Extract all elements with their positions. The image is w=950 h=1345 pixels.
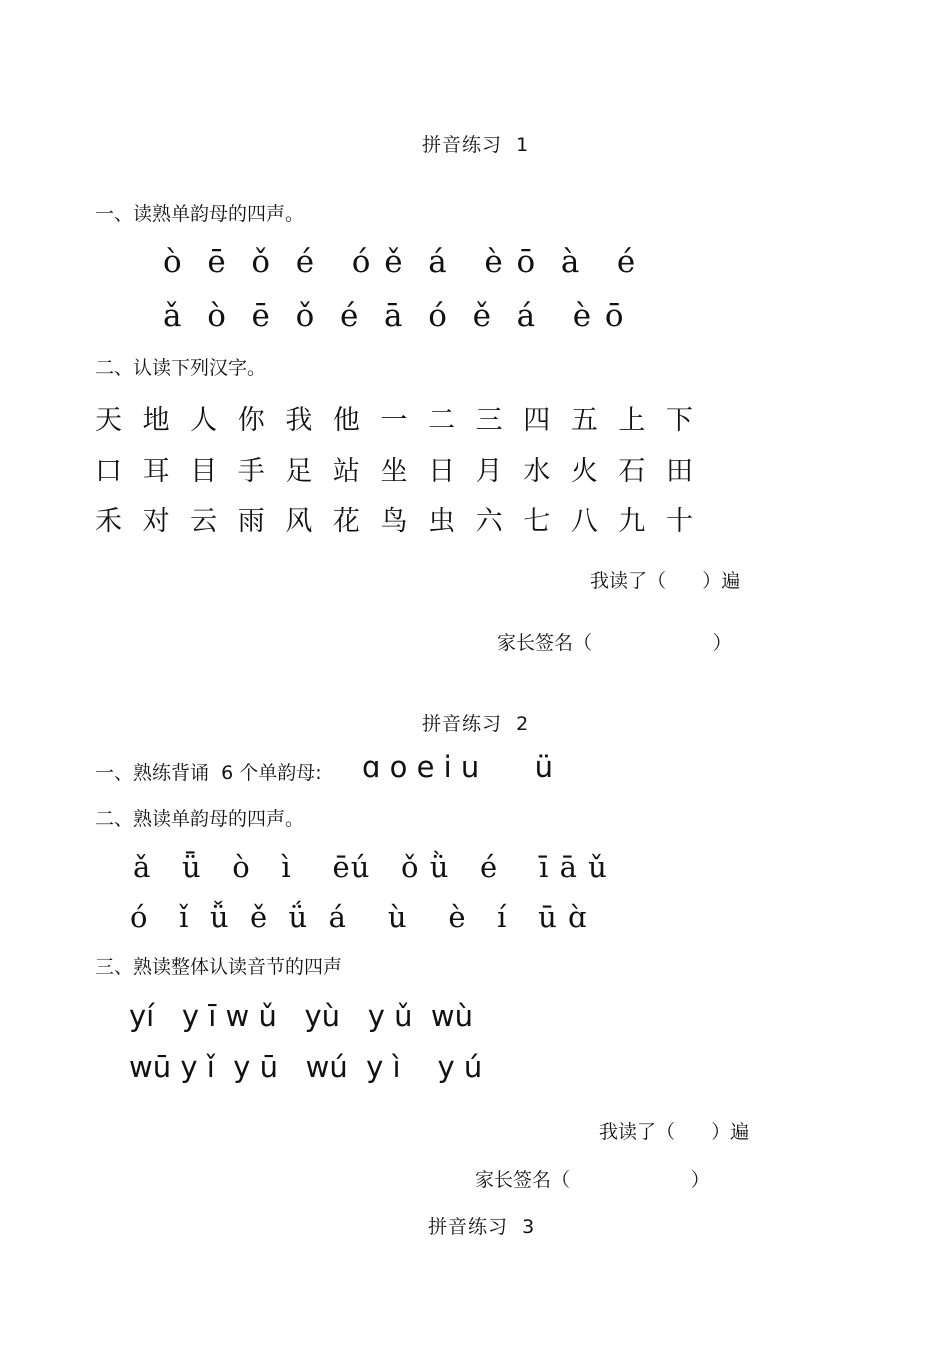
section2-syllables-row-1: yí y ī w ǔ yù y ǔ wù [129,999,473,1033]
section1-parent-signature: 家长签名（ ） [497,632,732,654]
section1-pinyin-row-1: ò ē ǒ é ó ě á è ō à é [163,244,638,280]
section1-read-times: 我读了（ ）遍 [590,570,741,592]
section1-heading-hanzi: 二、认读下列汉字。 [95,357,267,379]
section1-hanzi-row-1: 天 地 人 你 我 他 一 二 三 四 五 上 下 [95,405,699,436]
section1-hanzi-row-2: 口 耳 目 手 足 站 坐 日 月 水 火 石 田 [95,456,699,487]
section2-heading-tones: 二、熟读单韵母的四声。 [95,808,305,830]
section2-read-times: 我读了（ ）遍 [599,1121,750,1143]
section3-title: 拼音练习 3 [428,1216,536,1238]
section2-title: 拼音练习 2 [422,713,530,735]
section2-heading-vowels: 一、熟练背诵 6 个单韵母: [95,762,322,784]
section2-pinyin-row-1: ǎ ǖ ò ì ēú ǒ ǜ é ī ā ǔ [133,850,608,884]
section2-parent-signature: 家长签名（ ） [475,1169,710,1191]
section1-heading-tones: 一、读熟单韵母的四声。 [95,203,305,225]
section1-pinyin-row-2: ǎ ò ē ǒ é ā ó ě á è ō [163,298,626,334]
section2-heading-syllables: 三、熟读整体认读音节的四声 [95,956,343,978]
section2-syllables-row-2: wū y ǐ y ū wú y ì y ú [129,1050,483,1084]
section1-hanzi-row-3: 禾 对 云 雨 风 花 鸟 虫 六 七 八 九 十 [95,506,699,537]
section1-title: 拼音练习 1 [422,134,530,156]
section2-pinyin-row-2: ó ǐ ǚ ě ǘ á ù è í ū ɑ̀ [130,900,588,934]
section2-six-vowels: ɑ o e i u ü [362,750,553,784]
